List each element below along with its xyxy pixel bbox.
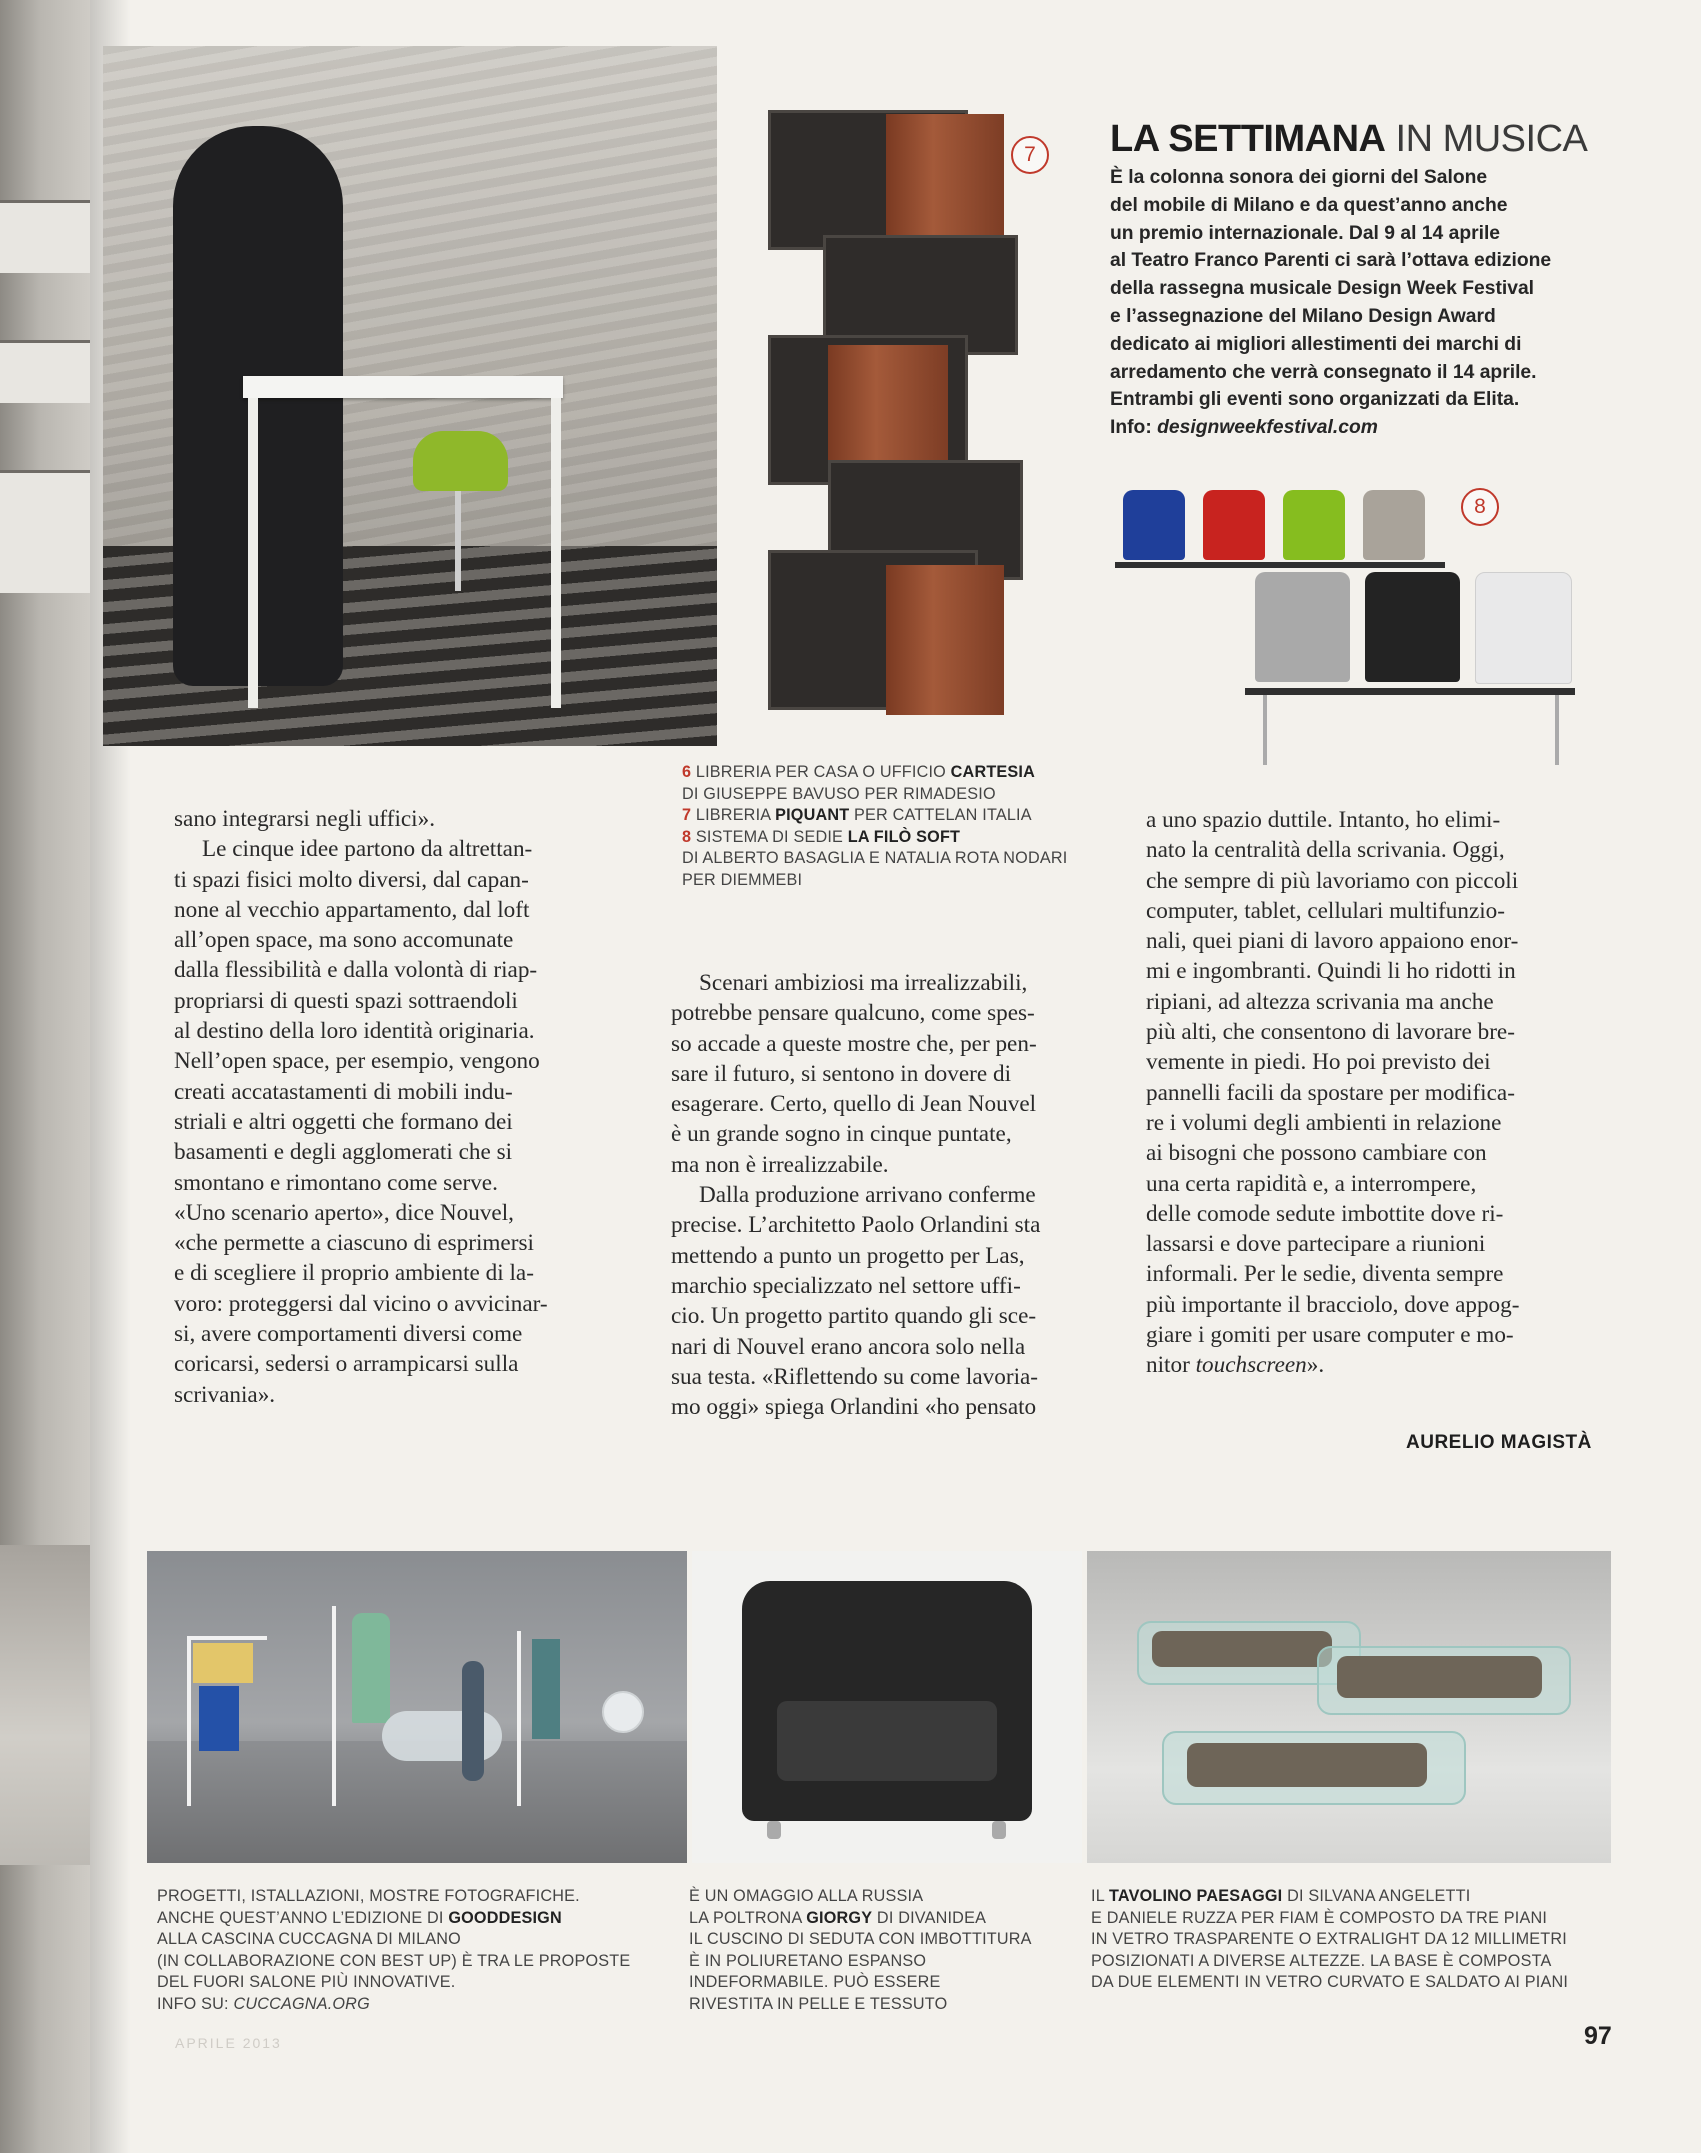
caption-number: 7: [682, 806, 692, 824]
text-line: sano integrarsi negli uffici».: [174, 806, 436, 832]
text-fragment: ».: [1306, 1352, 1325, 1379]
black-seat: [1365, 572, 1460, 682]
caption-line: [157, 1994, 630, 2016]
gooddesign-caption: [157, 1886, 630, 2015]
text-line: creati accatastamenti di mobili indu-: [174, 1078, 513, 1105]
text-line: coricarsi, sedersi o arrampicarsi sulla: [174, 1351, 519, 1378]
text-line: nari di Nouvel erano ancora solo nella: [671, 1333, 1026, 1360]
text-line: giare i gomiti per usare computer e mo-: [1146, 1322, 1514, 1349]
caption-url: CUCCAGNA.ORG: [233, 1994, 370, 2013]
green-chair: [413, 431, 508, 491]
text-line: nato la centralità della scrivania. Oggi,: [1146, 837, 1505, 864]
text-line: ai bisogni che possono cambiare con: [1146, 1140, 1487, 1167]
article-column-middle: [671, 968, 1040, 1422]
chairs-photo: [1115, 490, 1590, 775]
caption-line: ALLA CASCINA CUCCAGNA DI MILANO: [157, 1930, 461, 1948]
text-line: basamenti e degli agglomerati che si: [174, 1139, 513, 1166]
sidebar-line: della rassegna musicale Design Week Festival: [1110, 278, 1535, 300]
text-line: mettendo a punto un progetto per Las,: [671, 1242, 1025, 1269]
rack-pole: [187, 1636, 191, 1806]
hanging-coat: [532, 1639, 560, 1739]
text-line: precise. L’architetto Paolo Orlandini sta: [671, 1212, 1041, 1239]
sidebar-line: un premio internazionale. Dal 9 al 14 aprile: [1110, 222, 1501, 244]
paesaggi-table-photo: [1087, 1551, 1611, 1863]
text-line: potrebbe pensare qualcuno, come spes-: [671, 1000, 1035, 1027]
shelf-shape: [0, 470, 90, 593]
white-seat: [1475, 572, 1572, 684]
caption-line: [689, 1908, 1032, 1930]
text-line: Le cinque idee partono da altrettan-: [202, 836, 533, 863]
text-line: voro: proteggersi dal vicino o avvicinar-: [174, 1290, 548, 1317]
bench-beam: [1115, 562, 1445, 568]
sidebar-line: e l’assegnazione del Milano Design Award: [1110, 305, 1496, 327]
text-line: al destino della loro identità originaria.: [174, 1018, 535, 1045]
caption-text: LIBRERIA PER CASA O UFFICIO: [691, 763, 951, 781]
shelf-shape: [0, 200, 90, 273]
text-line: [1146, 1350, 1519, 1380]
caption-line: DA DUE ELEMENTI IN VETRO CURVATO E SALDATO AI PIANI: [1091, 1973, 1569, 1991]
green-dress: [352, 1613, 390, 1723]
caption-line: IN VETRO TRASPARENTE O EXTRALIGHT DA 12 MILLIMETRI: [1091, 1930, 1567, 1948]
blue-seat: [1123, 490, 1185, 560]
leather-inset: [1152, 1631, 1332, 1667]
caption-number: 6: [682, 763, 692, 781]
text-line: è un grande sogno in cinque puntate,: [671, 1121, 1012, 1148]
desk-leg: [551, 398, 561, 708]
sidebar-title-bold: LA SETTIMANA: [1110, 118, 1386, 160]
text-line: una certa rapidità e, a interrompere,: [1146, 1170, 1477, 1197]
text-line: delle comode sedute imbottite dove ri-: [1146, 1200, 1504, 1227]
rack-pole: [517, 1631, 521, 1806]
text-line: mo oggi» spiega Orlandini «ho pensato: [671, 1394, 1037, 1421]
caption-product-name: LA FILÒ SOFT: [847, 827, 961, 846]
text-line: esagerare. Certo, quello di Jean Nouvel: [671, 1091, 1037, 1118]
caption-line: DEL FUORI SALONE PIÙ INNOVATIVE.: [157, 1973, 456, 1991]
footer-date: APRILE 2013: [175, 2035, 282, 2051]
text-line: mi e ingombranti. Quindi li ho ridotti in: [1146, 958, 1516, 985]
text-line: nali, quei piani di lavoro appaiono enor-: [1146, 928, 1519, 955]
text-line: striali e altri oggetti che formano dei: [174, 1108, 513, 1135]
leather-inset: [1187, 1743, 1427, 1787]
caption-line: DI GIUSEPPE BAVUSO PER RIMADESIO: [682, 784, 996, 803]
text-line: ti spazi fisici molto diversi, dal capan-: [174, 866, 529, 893]
sidebar-title: [1110, 118, 1600, 161]
text-line: none al vecchio appartamento, dal loft: [174, 896, 530, 923]
text-line: pannelli facili da spostare per modifica-: [1146, 1079, 1515, 1106]
rack-bar: [187, 1636, 267, 1640]
text-line: propriarsi di questi spazi sottraendoli: [174, 987, 518, 1014]
adjacent-page-photo: [0, 1545, 90, 1865]
text-line: ripiani, ad altezza scrivania ma anche: [1146, 988, 1494, 1015]
leather-inset: [1337, 1656, 1542, 1698]
text-line: vemente in piedi. Ho poi previsto dei: [1146, 1049, 1491, 1076]
caption-line: [1091, 1886, 1568, 1908]
text-line: sua testa. «Riflettendo su come lavoria-: [671, 1363, 1039, 1390]
info-label: Info:: [1110, 417, 1158, 439]
text-line: smontano e rimontano come serve.: [174, 1169, 498, 1196]
product-caption: [682, 762, 1067, 891]
badge-7: 7: [1011, 136, 1049, 174]
chair-base: [455, 491, 461, 591]
caption-line: [682, 827, 1067, 849]
caption-line: RIVESTITA IN PELLE E TESSUTO: [689, 1994, 948, 2013]
round-mirror: [602, 1691, 644, 1733]
caption-text: LA POLTRONA: [689, 1908, 807, 1927]
inflated-tube: [382, 1711, 502, 1761]
text-line: più importante il bracciolo, dove appog-: [1146, 1291, 1520, 1318]
article-column-left: [174, 804, 548, 1410]
caption-product-name: GIORGY: [806, 1908, 873, 1927]
text-line: Dalla produzione arrivano conferme: [699, 1182, 1036, 1209]
caption-product-name: CARTESIA: [950, 763, 1036, 781]
sidebar-info: [1110, 414, 1600, 442]
text-line: lassarsi e dove partecipare a riunioni: [1146, 1231, 1486, 1258]
desk-leg: [248, 398, 258, 708]
text-line: «che permette a ciascuno di esprimersi: [174, 1230, 534, 1257]
armchair-cushion: [777, 1701, 997, 1781]
text-line: dalla flessibilità e dalla volontà di riap-: [174, 957, 538, 984]
text-line: computer, tablet, cellulari multifunzio-: [1146, 897, 1505, 924]
sidebar-body: [1110, 164, 1600, 442]
caption-line: DI ALBERTO BASAGLIA E NATALIA ROTA NODARI: [682, 849, 1068, 867]
text-line: informali. Per le sedie, diventa sempre: [1146, 1261, 1504, 1288]
gooddesign-installation-photo: [147, 1551, 687, 1863]
giorgy-caption: [689, 1886, 1032, 2015]
text-line: so accade a queste mostre che, per pen-: [671, 1030, 1037, 1057]
text-fragment: nitor: [1146, 1352, 1196, 1379]
bench-leg: [1555, 695, 1559, 765]
standing-man-figure: [173, 126, 343, 686]
text-line: Scenari ambiziosi ma irrealizzabili,: [699, 970, 1028, 996]
badge-8: 8: [1461, 488, 1499, 526]
caption-line: E DANIELE RUZZA PER FIAM È COMPOSTO DA TRE PIANI: [1091, 1908, 1548, 1927]
text-line: cio. Un progetto partito quando gli sce-: [671, 1303, 1037, 1330]
bookcase-wood-door: [886, 565, 1004, 715]
caption-text: IL: [1091, 1887, 1109, 1905]
text-line: all’open space, ma sono accomunate: [174, 927, 514, 954]
caption-line: PER DIEMMEBI: [682, 870, 803, 889]
text-line: «Uno scenario aperto», dice Nouvel,: [174, 1199, 514, 1226]
caption-product-name: PIQUANT: [775, 806, 850, 824]
caption-text: SISTEMA DI SEDIE: [691, 827, 848, 846]
caption-text: LIBRERIA: [691, 806, 776, 824]
yellow-cloth: [193, 1643, 253, 1683]
paesaggi-caption: [1091, 1886, 1568, 1994]
person-figure: [462, 1661, 484, 1781]
armchair-foot: [992, 1821, 1006, 1839]
caption-product-name: GOODDESIGN: [448, 1908, 562, 1927]
text-line: scrivania».: [174, 1381, 276, 1408]
grey-seat: [1255, 572, 1350, 682]
caption-number: 8: [682, 827, 692, 846]
giorgy-armchair-photo: [692, 1551, 1082, 1863]
sidebar-line: del mobile di Milano e da quest’anno anche: [1110, 194, 1508, 216]
caption-line: [157, 1908, 630, 1930]
caption-text: ANCHE QUEST’ANNO L’EDIZIONE DI: [157, 1908, 449, 1927]
sidebar-line: Entrambi gli eventi sono organizzati da Elita.: [1110, 389, 1520, 411]
taupe-seat: [1363, 490, 1425, 560]
sidebar-line: al Teatro Franco Parenti ci sarà l’ottava edizione: [1110, 250, 1552, 272]
article-column-right: [1146, 805, 1519, 1381]
sidebar-line: arredamento che verrà consegnato il 14 aprile.: [1110, 361, 1537, 383]
text-line: che sempre di più lavoriamo con piccoli: [1146, 867, 1519, 894]
bookcase-photo: [768, 110, 1020, 715]
bench-leg: [1263, 695, 1267, 765]
green-seat: [1283, 490, 1345, 560]
caption-line: IL CUSCINO DI SEDUTA CON IMBOTTITURA: [689, 1930, 1032, 1948]
text-line: a uno spazio duttile. Intanto, ho elimi-: [1146, 807, 1501, 833]
text-line: marchio specializzato nel settore uffi-: [671, 1272, 1021, 1299]
info-url: designweekfestival.com: [1157, 417, 1378, 439]
caption-line: È IN POLIURETANO ESPANSO: [689, 1951, 927, 1970]
sidebar-line: dedicato ai migliori allestimenti dei marchi di: [1110, 333, 1522, 355]
text-italic: touchscreen: [1195, 1352, 1307, 1379]
bench-beam: [1245, 688, 1575, 695]
text-line: sare il futuro, si sentono in dovere di: [671, 1060, 1012, 1087]
text-line: Nell’open space, per esempio, vengono: [174, 1048, 540, 1075]
sidebar-line: È la colonna sonora dei giorni del Salone: [1110, 167, 1488, 188]
author-byline: AURELIO MAGISTÀ: [1406, 1432, 1592, 1453]
sidebar-title-light: IN MUSICA: [1385, 118, 1588, 160]
caption-line: POSIZIONATI A DIVERSE ALTEZZE. LA BASE È COMPOSTA: [1091, 1951, 1552, 1970]
shelf-shape: [0, 340, 90, 403]
adjacent-page-edge: [0, 0, 90, 2153]
office-photo: [103, 46, 717, 746]
page-number: 97: [1584, 2022, 1612, 2050]
text-line: più alti, che consentono di lavorare bre-: [1146, 1019, 1515, 1046]
text-line: re i volumi degli ambienti in relazione: [1146, 1109, 1502, 1136]
caption-line: PROGETTI, ISTALLAZIONI, MOSTRE FOTOGRAFICHE.: [157, 1887, 580, 1905]
caption-line: INDEFORMABILE. PUÒ ESSERE: [689, 1973, 941, 1991]
text-line: ma non è irrealizzabile.: [671, 1151, 889, 1178]
text-line: e di scegliere il proprio ambiente di la-: [174, 1260, 534, 1287]
bookcase-wood-door: [886, 114, 1004, 254]
blue-cloth: [199, 1686, 239, 1751]
red-seat: [1203, 490, 1265, 560]
caption-product-name: TAVOLINO PAESAGGI: [1109, 1887, 1283, 1905]
rack-pole: [332, 1606, 336, 1806]
text-line: si, avere comportamenti diversi come: [174, 1321, 523, 1348]
caption-text: DI SILVANA ANGELETTI: [1282, 1887, 1471, 1905]
caption-line: (IN COLLABORAZIONE CON BEST UP) È TRA LE PROPOSTE: [157, 1951, 631, 1970]
caption-line: È UN OMAGGIO ALLA RUSSIA: [689, 1887, 924, 1905]
armchair-foot: [767, 1821, 781, 1839]
caption-text: PER CATTELAN ITALIA: [849, 806, 1032, 824]
caption-text: INFO SU:: [157, 1994, 234, 2013]
caption-text: DI DIVANIDEA: [872, 1908, 987, 1927]
caption-line: [682, 762, 1067, 784]
caption-line: [682, 805, 1067, 827]
white-desk: [243, 376, 563, 398]
